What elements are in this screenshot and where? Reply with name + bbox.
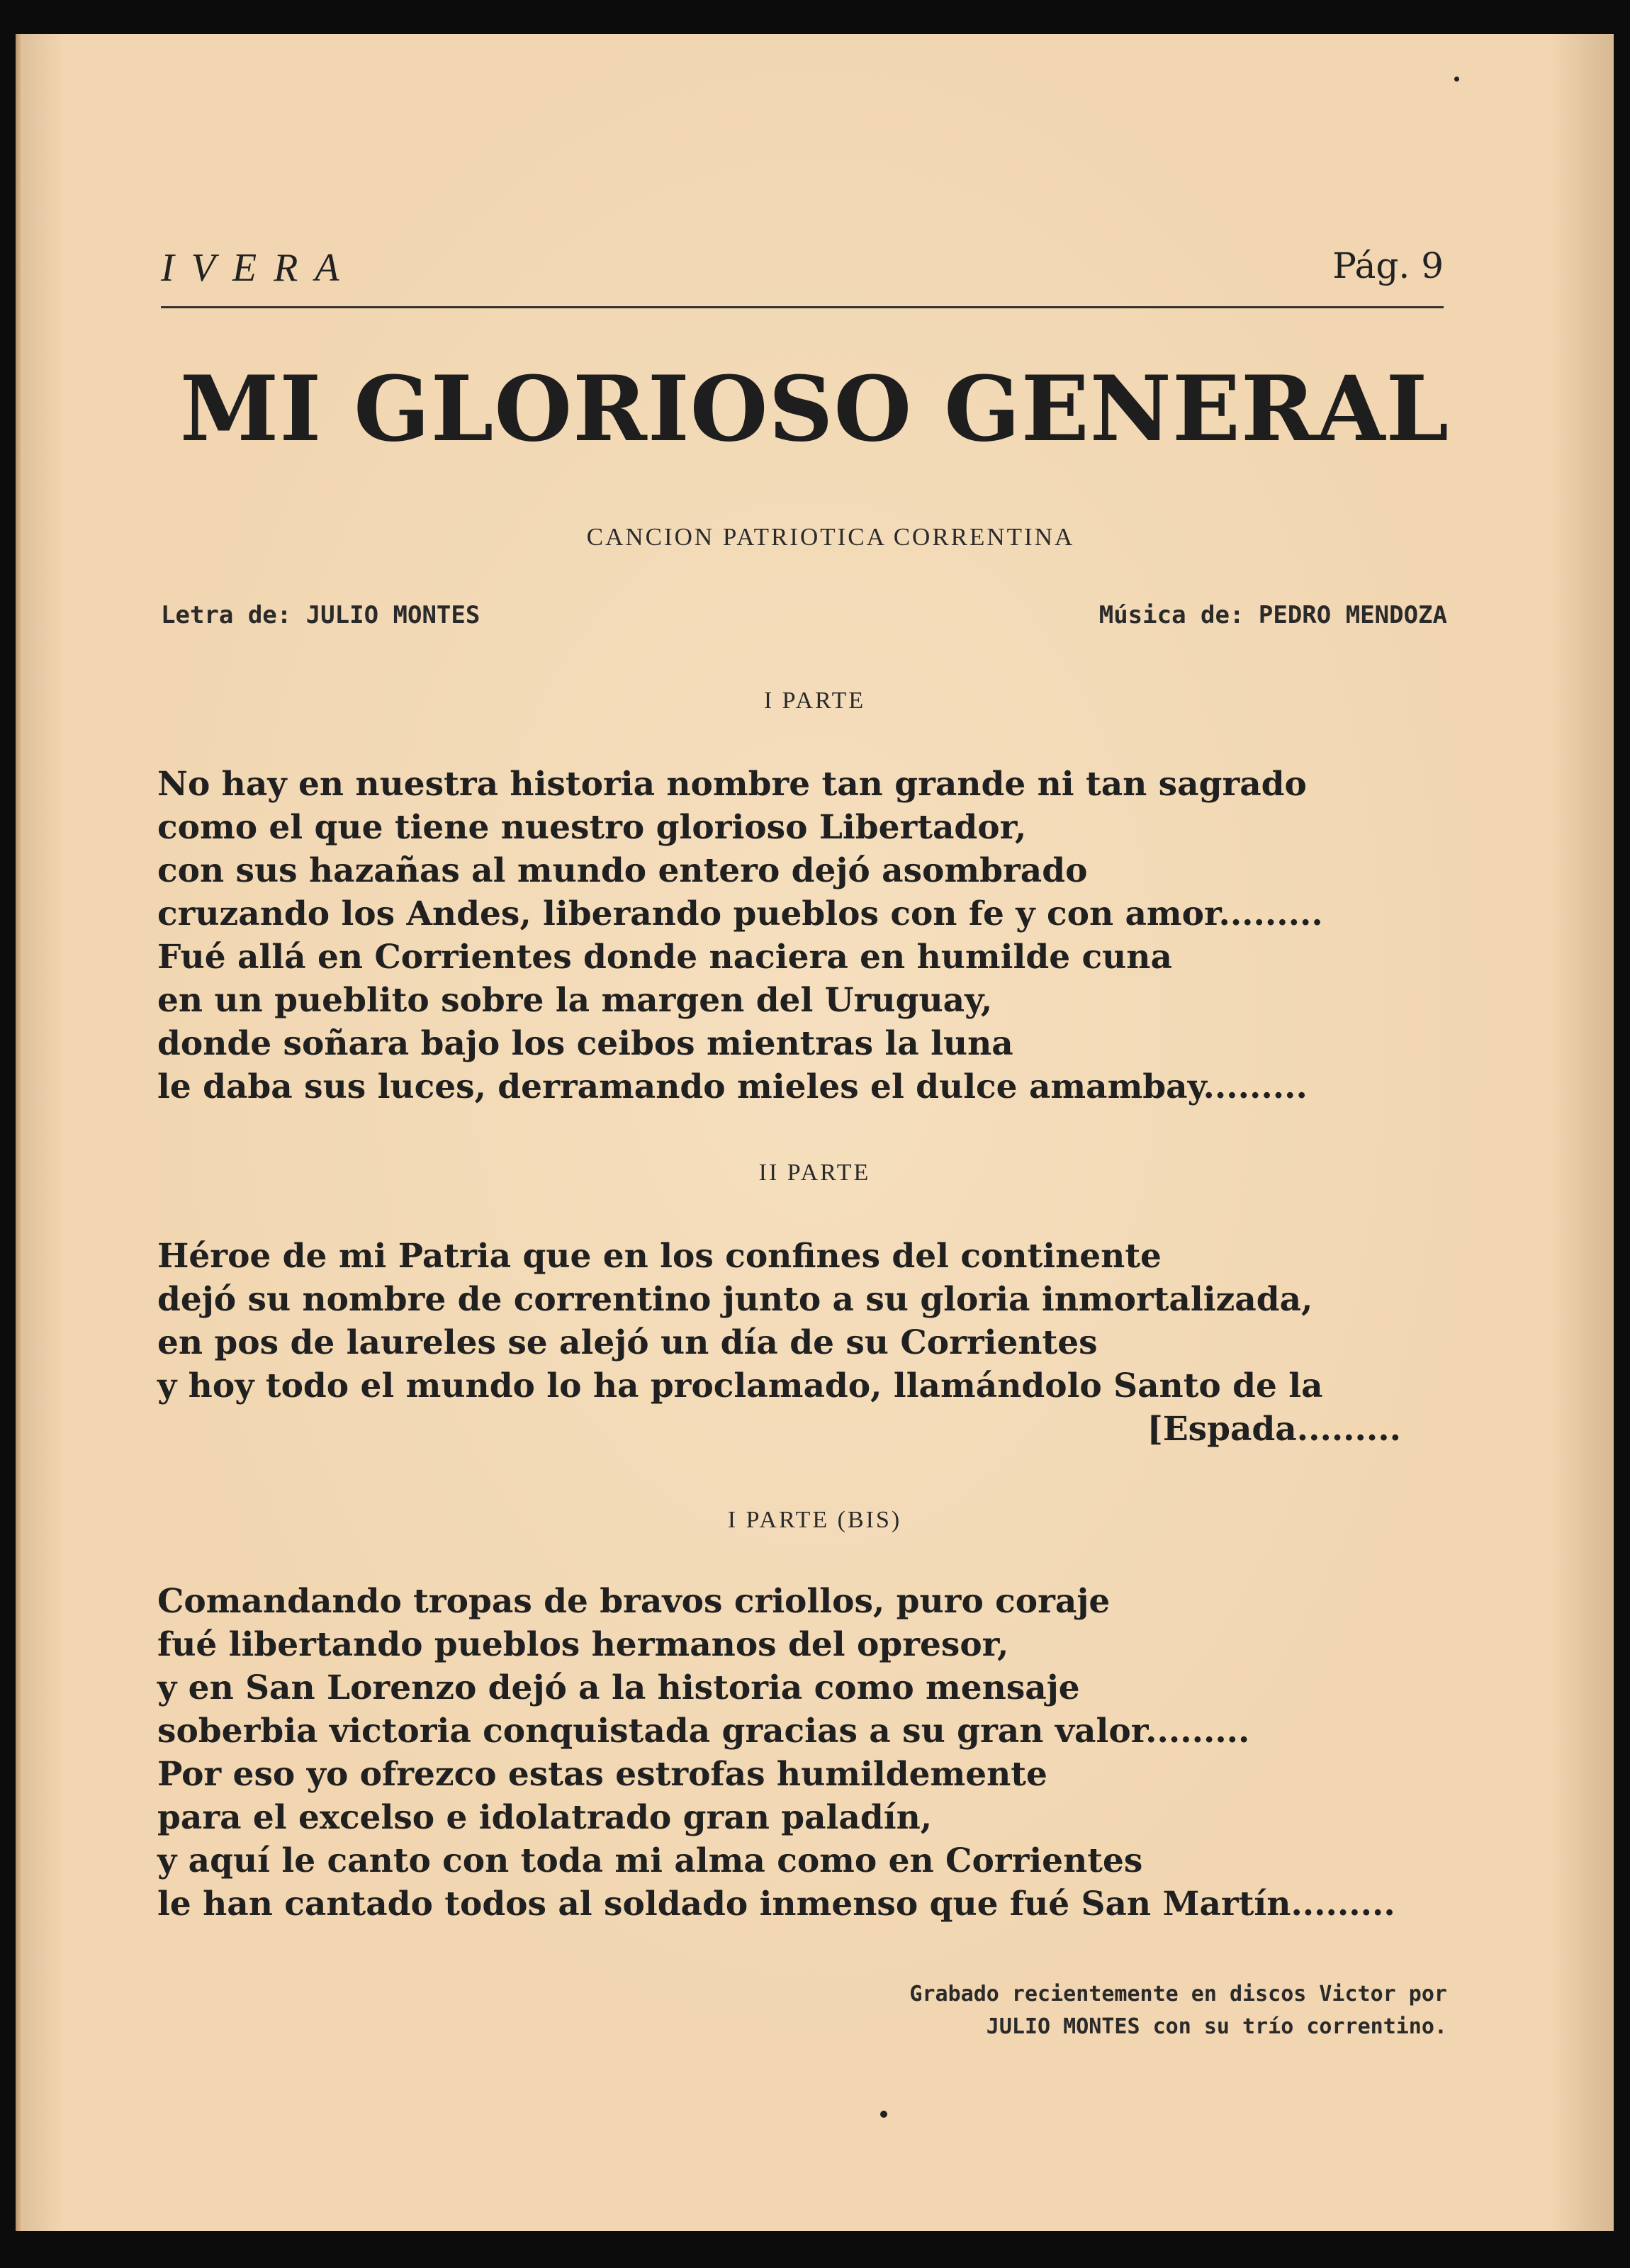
page-number: Pág. 9 [1332, 245, 1444, 286]
stanza-1 [157, 763, 1433, 1108]
music-credit: Música de: PEDRO MENDOZA [1098, 601, 1447, 629]
verse-line: No hay en nuestra historia nombre tan grande ni tan sagrado [157, 765, 1307, 804]
verse-line: y aquí le canto con toda mi alma como en Corrientes [157, 1841, 1143, 1880]
song-title: MI GLORIOSO GENERAL [179, 357, 1450, 461]
verse-line: en pos de laureles se alejó un día de su Corrientes [157, 1323, 1098, 1362]
verse-line: fué libertando pueblos hermanos del opresor, [157, 1625, 1009, 1664]
verse-line: dejó su nombre de correntino junto a su gloria inmortalizada, [157, 1280, 1313, 1319]
verse-continuation: [Espada......... [1147, 1410, 1401, 1449]
song-subtitle: CANCION PATRIOTICA CORRENTINA [586, 523, 1075, 551]
running-head [161, 211, 1444, 296]
recording-note-line: Grabado recientemente en discos Victor por [909, 1982, 1447, 2006]
verse-line: Por eso yo ofrezco estas estrofas humildemente [157, 1755, 1047, 1794]
section-heading: II PARTE [758, 1160, 871, 1186]
verse-line: Fué allá en Corrientes donde naciera en humilde cuna [157, 938, 1172, 977]
recording-note-line: JULIO MONTES con su trío correntino. [986, 2014, 1447, 2039]
page-speck [1454, 77, 1459, 82]
section-heading: I PARTE (BIS) [727, 1507, 902, 1533]
verse-line: cruzando los Andes, liberando pueblos con fe y con amor......... [157, 894, 1323, 933]
verse-line: Comandando tropas de bravos criollos, puro coraje [157, 1582, 1111, 1621]
verse-line: en un pueblito sobre la margen del Uruguay, [157, 981, 993, 1020]
verse-line: Héroe de mi Patria que en los confines del continente [157, 1237, 1162, 1276]
stanza-2 [157, 1235, 1433, 1451]
verse-line: le daba sus luces, derramando mieles el dulce amambay......... [157, 1067, 1308, 1106]
verse-line: y hoy todo el mundo lo ha proclamado, llamándolo Santo de la [157, 1366, 1323, 1405]
verse-line: donde soñara bajo los ceibos mientras la luna [157, 1024, 1013, 1063]
verse-line: y en San Lorenzo dejó a la historia como mensaje [157, 1668, 1080, 1707]
lyrics-credit: Letra de: JULIO MONTES [161, 601, 480, 629]
verse-line: le han cantado todos al soldado inmenso que fué San Martín......... [157, 1885, 1395, 1924]
section-heading: I PARTE [763, 687, 866, 714]
verse-line: con sus hazañas al mundo entero dejó asombrado [157, 851, 1088, 890]
recording-note [909, 1978, 1447, 2043]
journal-name: IVERA [161, 246, 356, 290]
verse-line: como el que tiene nuestro glorioso Libertador, [157, 808, 1027, 847]
page-speck [880, 2111, 887, 2118]
verse-line: soberbia victoria conquistada gracias a su gran valor......... [157, 1712, 1250, 1751]
book-page [16, 34, 1614, 2231]
header-rule [161, 306, 1444, 308]
verse-line: para el excelso e idolatrado gran paladín, [157, 1798, 933, 1837]
stanza-3 [157, 1580, 1433, 1926]
